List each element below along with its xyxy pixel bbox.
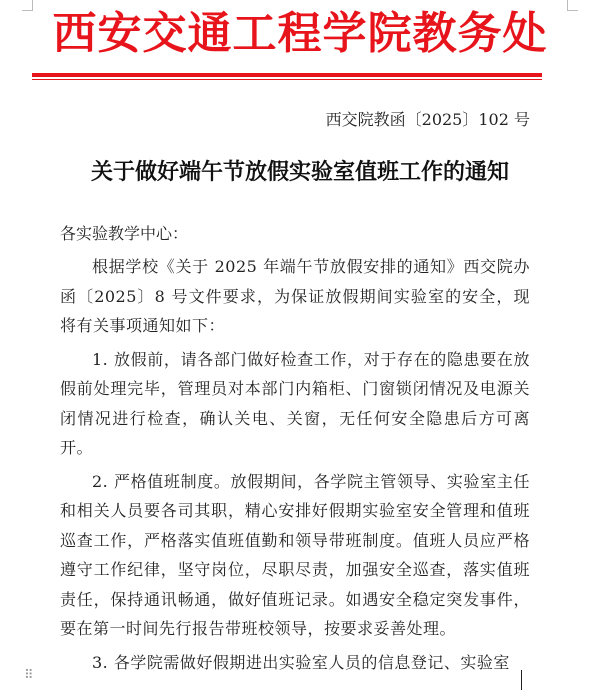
paragraph-item-1[interactable]: 1. 放假前，请各部门做好检查工作，对于存在的隐患要在放假前处理完毕，管理员对本部门内箱柜、门窗锁闭情况及电源关闭情况进行检查，确认关电、关窗，无任何安全隐患后方可离开。 xyxy=(60,349,530,457)
masthead-rule-thin xyxy=(32,79,542,80)
masthead: 西安交通工程学院教务处 xyxy=(52,8,548,59)
masthead-rule xyxy=(32,73,542,77)
document-number: 西交院教函〔2025〕102 号 xyxy=(325,110,530,129)
paragraph-item-3[interactable]: 3. 各学院需做好假期进出实验室人员的信息登记、实验室 xyxy=(92,652,510,672)
text-cursor xyxy=(521,670,522,690)
salutation: 各实验教学中心： xyxy=(60,224,189,243)
paragraph-intro[interactable]: 根据学校《关于 2025 年端午节放假安排的通知》西交院办函〔2025〕8 号文件要求，为保证放假期间实验室的安全，现将有关事项通知如下： xyxy=(60,257,530,335)
document-body[interactable] xyxy=(60,252,530,681)
drag-handle-icon[interactable]: ⠿ xyxy=(24,668,34,683)
document-title: 关于做好端午节放假实验室值班工作的通知 xyxy=(90,159,509,185)
paragraph-item-2[interactable]: 2. 严格值班制度。放假期间，各学院主管领导、实验室主任和相关人员要各司其职，精心安排好假期实验室安全管理和值班巡查工作，严格落实值班值勤和领导带班制度。值班人员应严格遵守工作纪律，坚守岗位，尽职尽责，加强安全巡查，落实值班责任，保持通讯畅通，做好值班记录。如遇安全稳定突发事件，要在第一时间先行报告带班校领导，按要求妥善处理。 xyxy=(60,471,530,638)
